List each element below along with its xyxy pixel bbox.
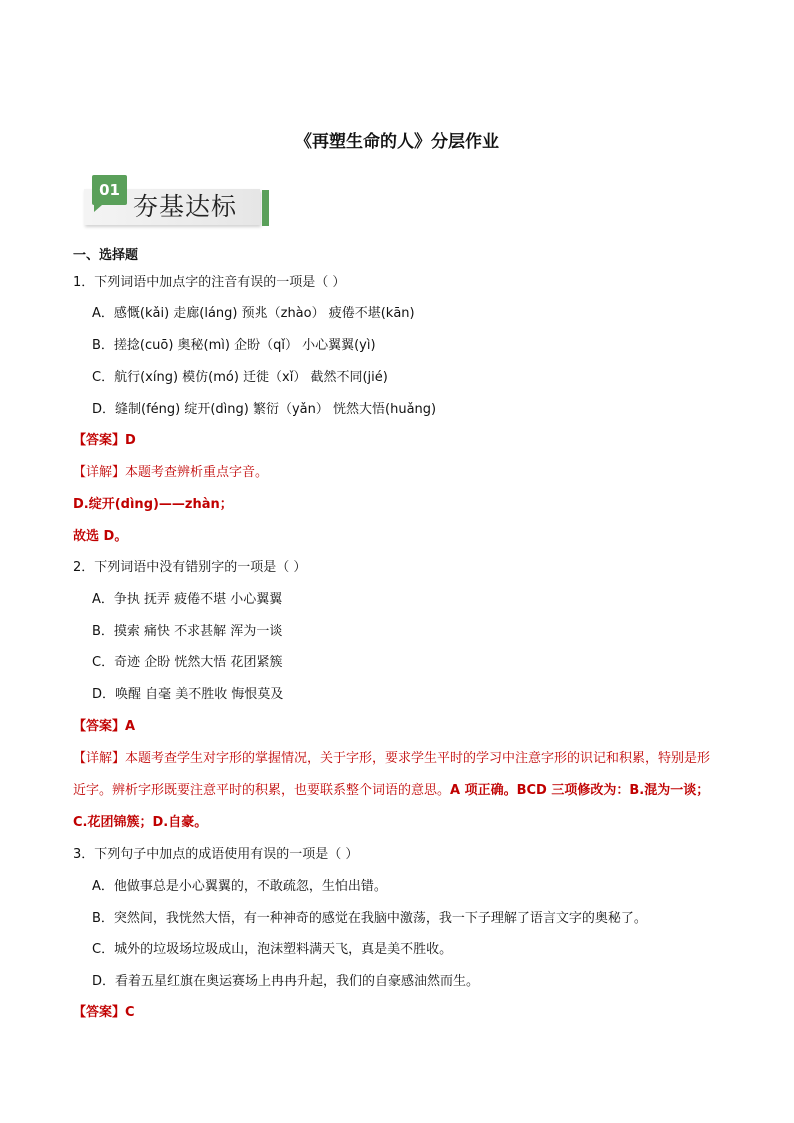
answer: 【答案】C (73, 1005, 135, 1020)
option-a: A．争执 抚弄 疲倦不堪 小心翼翼 (92, 592, 283, 607)
section-number-badge: 01 (92, 175, 127, 205)
detail-label: 【详解】 (73, 751, 126, 766)
question-stem: 1．下列词语中加点字的注音有误的一项是（ ） (73, 275, 346, 290)
option-d: D．缝制(féng) 绽开(dìng) 繁衍（yǎn） 恍然大悟(huǎng) (92, 402, 437, 417)
option-c: C．航行(xíng) 模仿(mó) 迁徙（xǐ） 截然不同(jié) (92, 370, 388, 385)
detail: 【详解】本题考查辨析重点字音。 (73, 465, 269, 480)
detail-conclusion: 故选 D。 (73, 529, 128, 544)
detail-tail: A 项正确。BCD 三项修改为：B.混为一谈；C.花团锦簇；D.自豪。 (73, 783, 710, 830)
banner-accent-bar (262, 190, 269, 226)
option-d: D．看着五星红旗在奥运赛场上冉冉升起，我们的自豪感油然而生。 (92, 974, 480, 989)
part-heading: 一、选择题 (73, 248, 139, 263)
detail-extra: D.绽开(dìng)——zhàn； (73, 497, 233, 512)
option-d: D．唤醒 自毫 美不胜收 悔恨莫及 (92, 687, 284, 702)
question-stem: 3．下列句子中加点的成语使用有误的一项是（ ） (73, 847, 359, 862)
document-title: 《再塑生命的人》分层作业 (295, 132, 499, 152)
option-a: A．感慨(kǎi) 走廊(láng) 预兆（zhào） 疲倦不堪(kān) (92, 306, 415, 321)
option-a: A．他做事总是小心翼翼的，不敢疏忽，生怕出错。 (92, 879, 387, 894)
badge-tail (94, 205, 102, 212)
section-label: 夯基达标 (133, 192, 238, 221)
option-c: C．城外的垃圾场垃圾成山，泡沫塑料满天飞，真是美不胜收。 (92, 942, 453, 957)
option-b: B．搓捻(cuō) 奥秘(mì) 企盼（qǐ） 小心翼翼(yì) (92, 338, 376, 353)
section-banner (84, 171, 274, 229)
option-b: B．摸索 痛快 不求甚解 浑为一谈 (92, 624, 283, 639)
detail (73, 743, 723, 839)
answer: 【答案】A (73, 719, 136, 734)
answer: 【答案】D (73, 433, 136, 448)
detail-body: 本题考查学生对字形的掌握情况，关于字形，要求学生平时的学习中注意字形的识记和积累，特别是形近字。辨析字形既要注意平时的积累，也要联系整个词语的意思。 (73, 751, 711, 798)
question-stem: 2．下列词语中没有错别字的一项是（ ） (73, 560, 307, 575)
option-b: B．突然间，我恍然大悟，有一种神奇的感觉在我脑中激荡，我一下子理解了语言文字的奥秘了。 (92, 911, 647, 926)
option-c: C．奇迹 企盼 恍然大悟 花团紧簇 (92, 655, 283, 670)
